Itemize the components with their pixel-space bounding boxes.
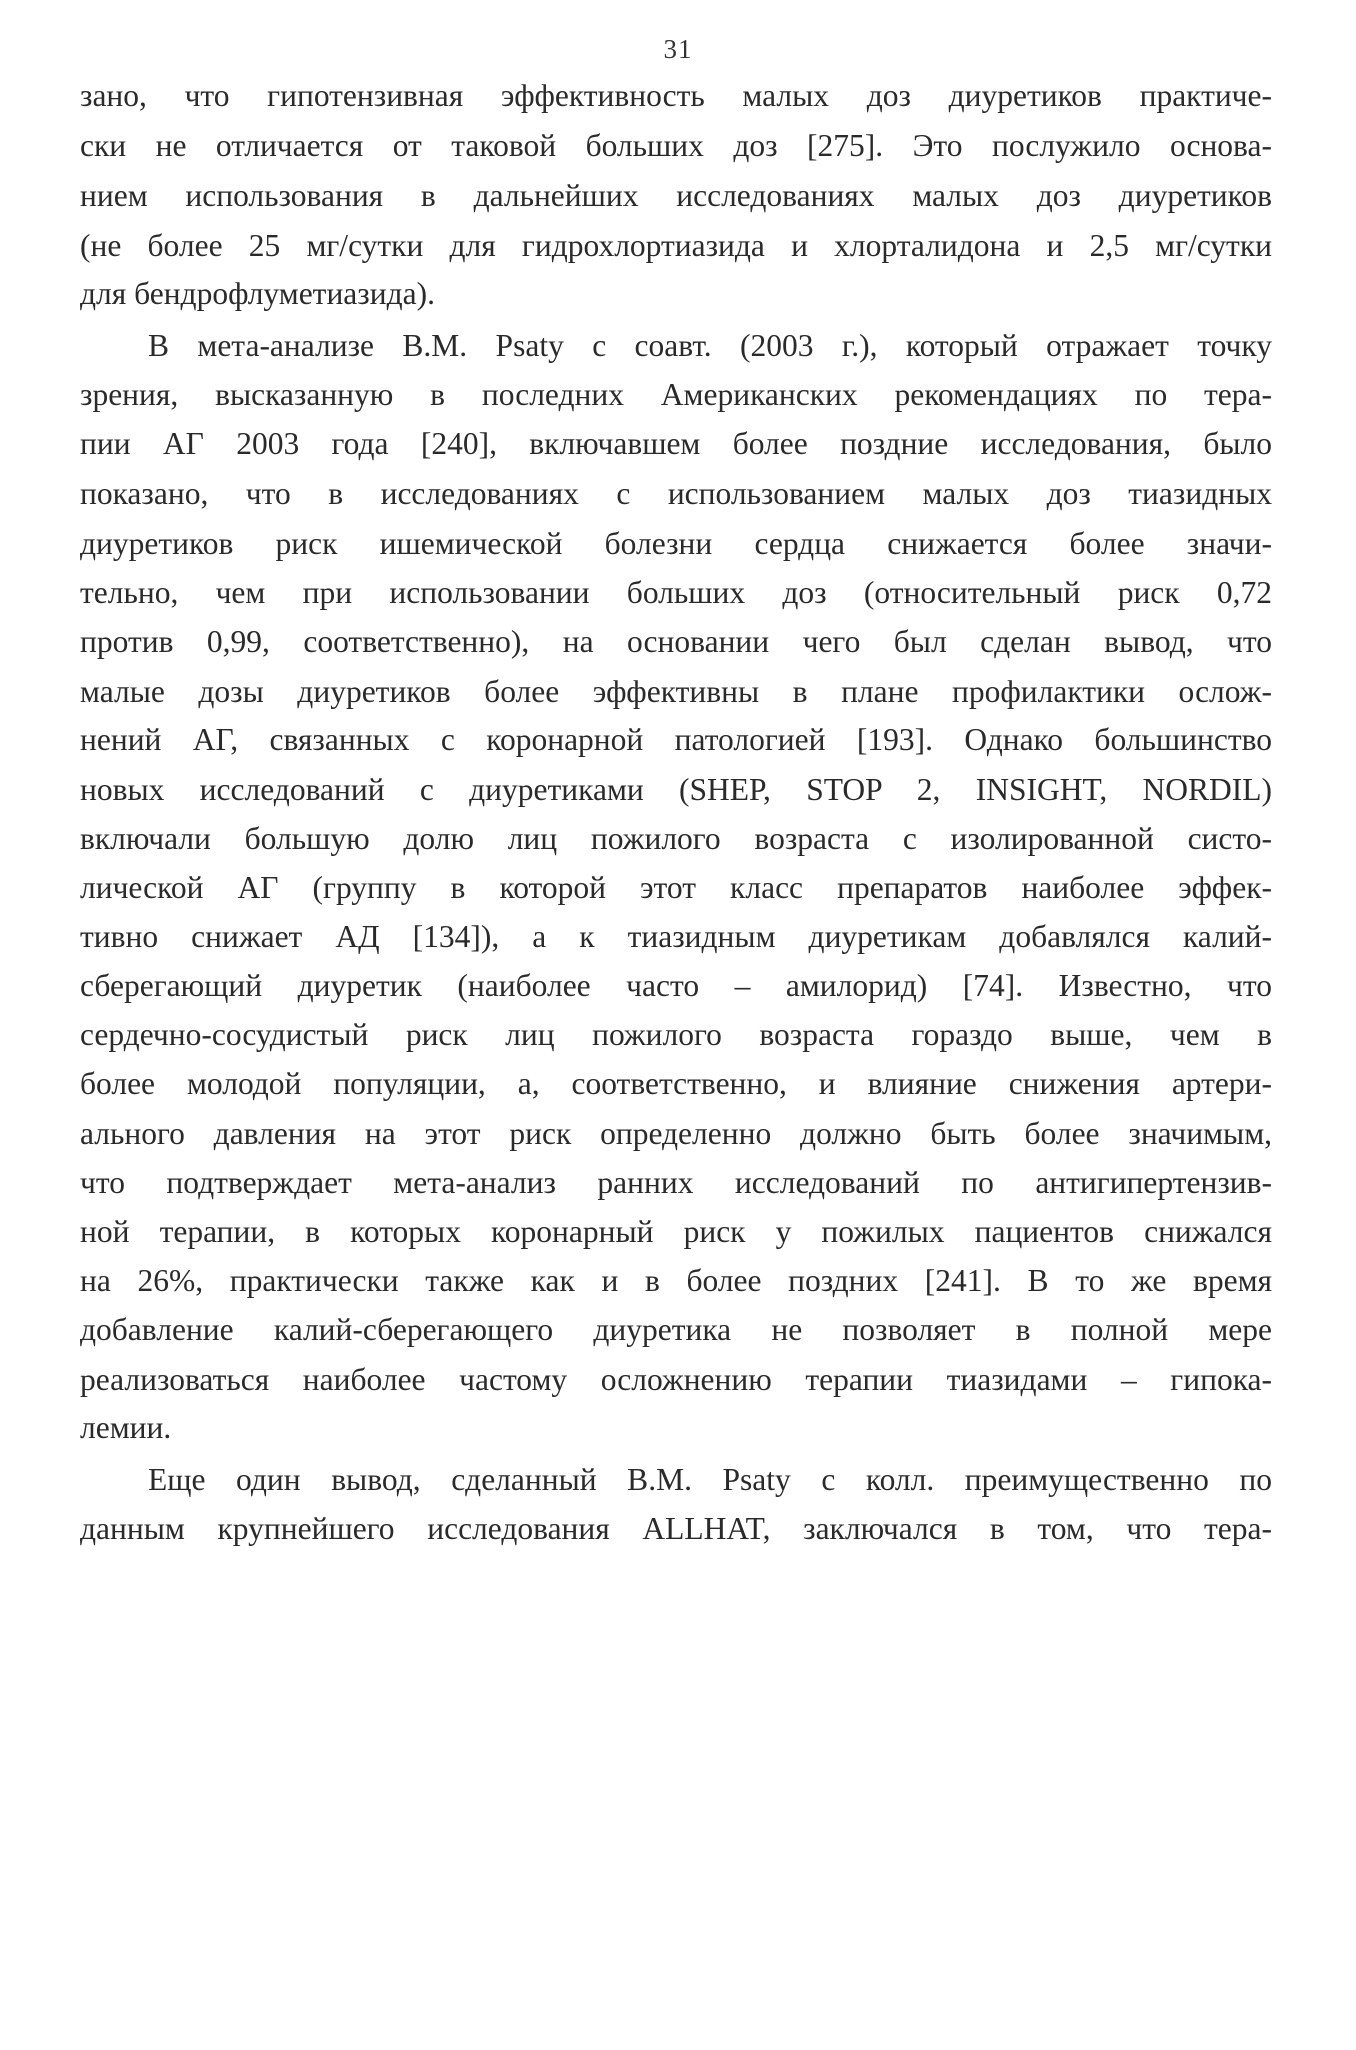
text-line: новых исследований с диуретиками (SHEP, STOP 2, INSIGHT, NORDIL) — [80, 772, 1272, 807]
text-line: что подтверждает мета-анализ ранних исследований по антигипертензив- — [80, 1165, 1272, 1200]
text-line: более молодой популяции, а, соответственно, и влияние снижения артери- — [80, 1066, 1272, 1101]
text-line: нием использования в дальнейших исследованиях малых доз диуретиков — [80, 178, 1272, 213]
text-line: сберегающий диуретик (наиболее часто – амилорид) [74]. Известно, что — [80, 968, 1272, 1003]
text-line: зрения, высказанную в последних Американских рекомендациях по тера- — [80, 377, 1272, 412]
text-line: нений АГ, связанных с коронарной патологией [193]. Однако большинство — [80, 722, 1272, 757]
text-line: включали большую долю лиц пожилого возраста с изолированной систо- — [80, 821, 1272, 856]
text-line: лической АГ (группу в которой этот класс препаратов наиболее эффек- — [80, 870, 1272, 905]
text-line: (не более 25 мг/сутки для гидрохлортиазида и хлорталидона и 2,5 мг/сутки — [80, 228, 1272, 263]
text-line: реализоваться наиболее частому осложнению терапии тиазидами – гипока- — [80, 1362, 1272, 1397]
text-line: пии АГ 2003 года [240], включавшем более поздние исследования, было — [80, 426, 1272, 461]
text-line: сердечно-сосудистый риск лиц пожилого возраста гораздо выше, чем в — [80, 1017, 1272, 1052]
text-line: против 0,99, соответственно), на основании чего был сделан вывод, что — [80, 624, 1272, 659]
text-line: на 26%, практически также как и в более поздних [241]. В то же время — [80, 1263, 1272, 1298]
text-line: малые дозы диуретиков более эффективны в плане профилактики ослож- — [80, 674, 1272, 709]
text-line: лемии. — [80, 1410, 172, 1445]
page-number: 31 — [663, 34, 693, 64]
text-line: зано, что гипотензивная эффективность малых доз диуретиков практиче- — [80, 78, 1272, 113]
text-line: ального давления на этот риск определенно должно быть более значимым, — [80, 1116, 1272, 1151]
text-line: тивно снижает АД [134]), а к тиазидным диуретикам добавлялся калий- — [80, 919, 1272, 954]
text-line: Еще один вывод, сделанный В.М. Psaty с колл. преимущественно по — [148, 1462, 1272, 1497]
text-line: тельно, чем при использовании больших доз (относительный риск 0,72 — [80, 575, 1272, 610]
text-line: диуретиков риск ишемической болезни сердца снижается более значи- — [80, 526, 1272, 561]
text-line: показано, что в исследованиях с использованием малых доз тиазидных — [80, 476, 1272, 511]
text-line: добавление калий-сберегающего диуретика не позволяет в полной мере — [80, 1312, 1272, 1347]
text-line: данным крупнейшего исследования ALLHAT, заключался в том, что тера- — [80, 1511, 1272, 1546]
text-line: В мета-анализе В.М. Psaty с соавт. (2003 г.), который отражает точку — [148, 328, 1272, 363]
text-line: ной терапии, в которых коронарный риск у пожилых пациентов снижался — [80, 1214, 1272, 1249]
text-line: ски не отличается от таковой больших доз [275]. Это послужило основа- — [80, 128, 1272, 163]
text-line: для бендрофлуметиазида). — [80, 276, 435, 311]
